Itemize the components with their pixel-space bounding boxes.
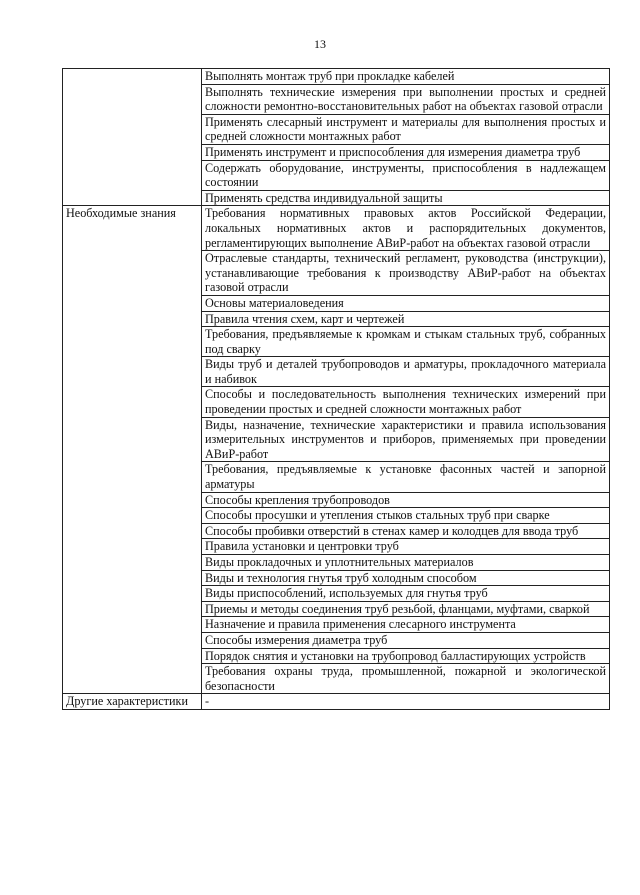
- competency-table-body: [63, 69, 610, 710]
- table-cell-item: Способы и последовательность выполнения технических измерений при проведении простых и средней сложности монтажных работ: [202, 387, 610, 417]
- table-cell-item: Приемы и методы соединения труб резьбой, фланцами, муфтами, сваркой: [202, 601, 610, 617]
- table-cell-item: Содержать оборудование, инструменты, приспособления в надлежащем состоянии: [202, 160, 610, 190]
- table-cell-item: Применять средства индивидуальной защиты: [202, 190, 610, 206]
- table-cell-item: Требования, предъявляемые к установке фасонных частей и запорной арматуры: [202, 462, 610, 492]
- table-cell-item: -: [202, 694, 610, 710]
- page-number: 13: [314, 37, 326, 51]
- section-label: Необходимые знания: [63, 206, 202, 694]
- table-row: [63, 206, 610, 251]
- table-cell-item: Способы просушки и утепления стыков стальных труб при сварке: [202, 508, 610, 524]
- table-row: [63, 694, 610, 710]
- table-row: [63, 69, 610, 85]
- table-cell-item: Выполнять технические измерения при выполнении простых и средней сложности ремонтно-восстановительных работ на объектах газовой отрасли: [202, 84, 610, 114]
- table-cell-item: Способы крепления трубопроводов: [202, 492, 610, 508]
- table-cell-item: Отраслевые стандарты, технический регламент, руководства (инструкции), устанавливающие требования к производству АВиР-работ на объектах газовой отрасли: [202, 251, 610, 296]
- table-cell-item: Виды и технология гнутья труб холодным способом: [202, 570, 610, 586]
- table-cell-item: Требования, предъявляемые к кромкам и стыкам стальных труб, собранных под сварку: [202, 327, 610, 357]
- table-cell-item: Правила установки и центровки труб: [202, 539, 610, 555]
- table-cell-item: Способы пробивки отверстий в стенах камер и колодцев для ввода труб: [202, 523, 610, 539]
- table-cell-item: Виды приспособлений, используемых для гнутья труб: [202, 586, 610, 602]
- table-cell-item: Правила чтения схем, карт и чертежей: [202, 311, 610, 327]
- table-cell-item: Виды, назначение, технические характеристики и правила использования измерительных инструментов и приборов, применяемых при проведении АВиР-работ: [202, 417, 610, 462]
- table-cell-item: Требования нормативных правовых актов Российской Федерации, локальных нормативных актов и распорядительных документов, регламентирующих выполнение АВиР-работ на объектах газовой отрасли: [202, 206, 610, 251]
- table-cell-item: Способы измерения диаметра труб: [202, 632, 610, 648]
- competency-table: [62, 68, 610, 710]
- table-cell-item: Требования охраны труда, промышленной, пожарной и экологической безопасности: [202, 664, 610, 694]
- section-label: [63, 69, 202, 206]
- table-cell-item: Виды прокладочных и уплотнительных материалов: [202, 555, 610, 571]
- table-cell-item: Назначение и правила применения слесарного инструмента: [202, 617, 610, 633]
- table-cell-item: Выполнять монтаж труб при прокладке кабелей: [202, 69, 610, 85]
- section-label: Другие характеристики: [63, 694, 202, 710]
- table-cell-item: Основы материаловедения: [202, 295, 610, 311]
- table-cell-item: Виды труб и деталей трубопроводов и арматуры, прокладочного материала и набивок: [202, 357, 610, 387]
- table-cell-item: Применять слесарный инструмент и материалы для выполнения простых и средней сложности монтажных работ: [202, 114, 610, 144]
- table-cell-item: Порядок снятия и установки на трубопровод балластирующих устройств: [202, 648, 610, 664]
- table-cell-item: Применять инструмент и приспособления для измерения диаметра труб: [202, 144, 610, 160]
